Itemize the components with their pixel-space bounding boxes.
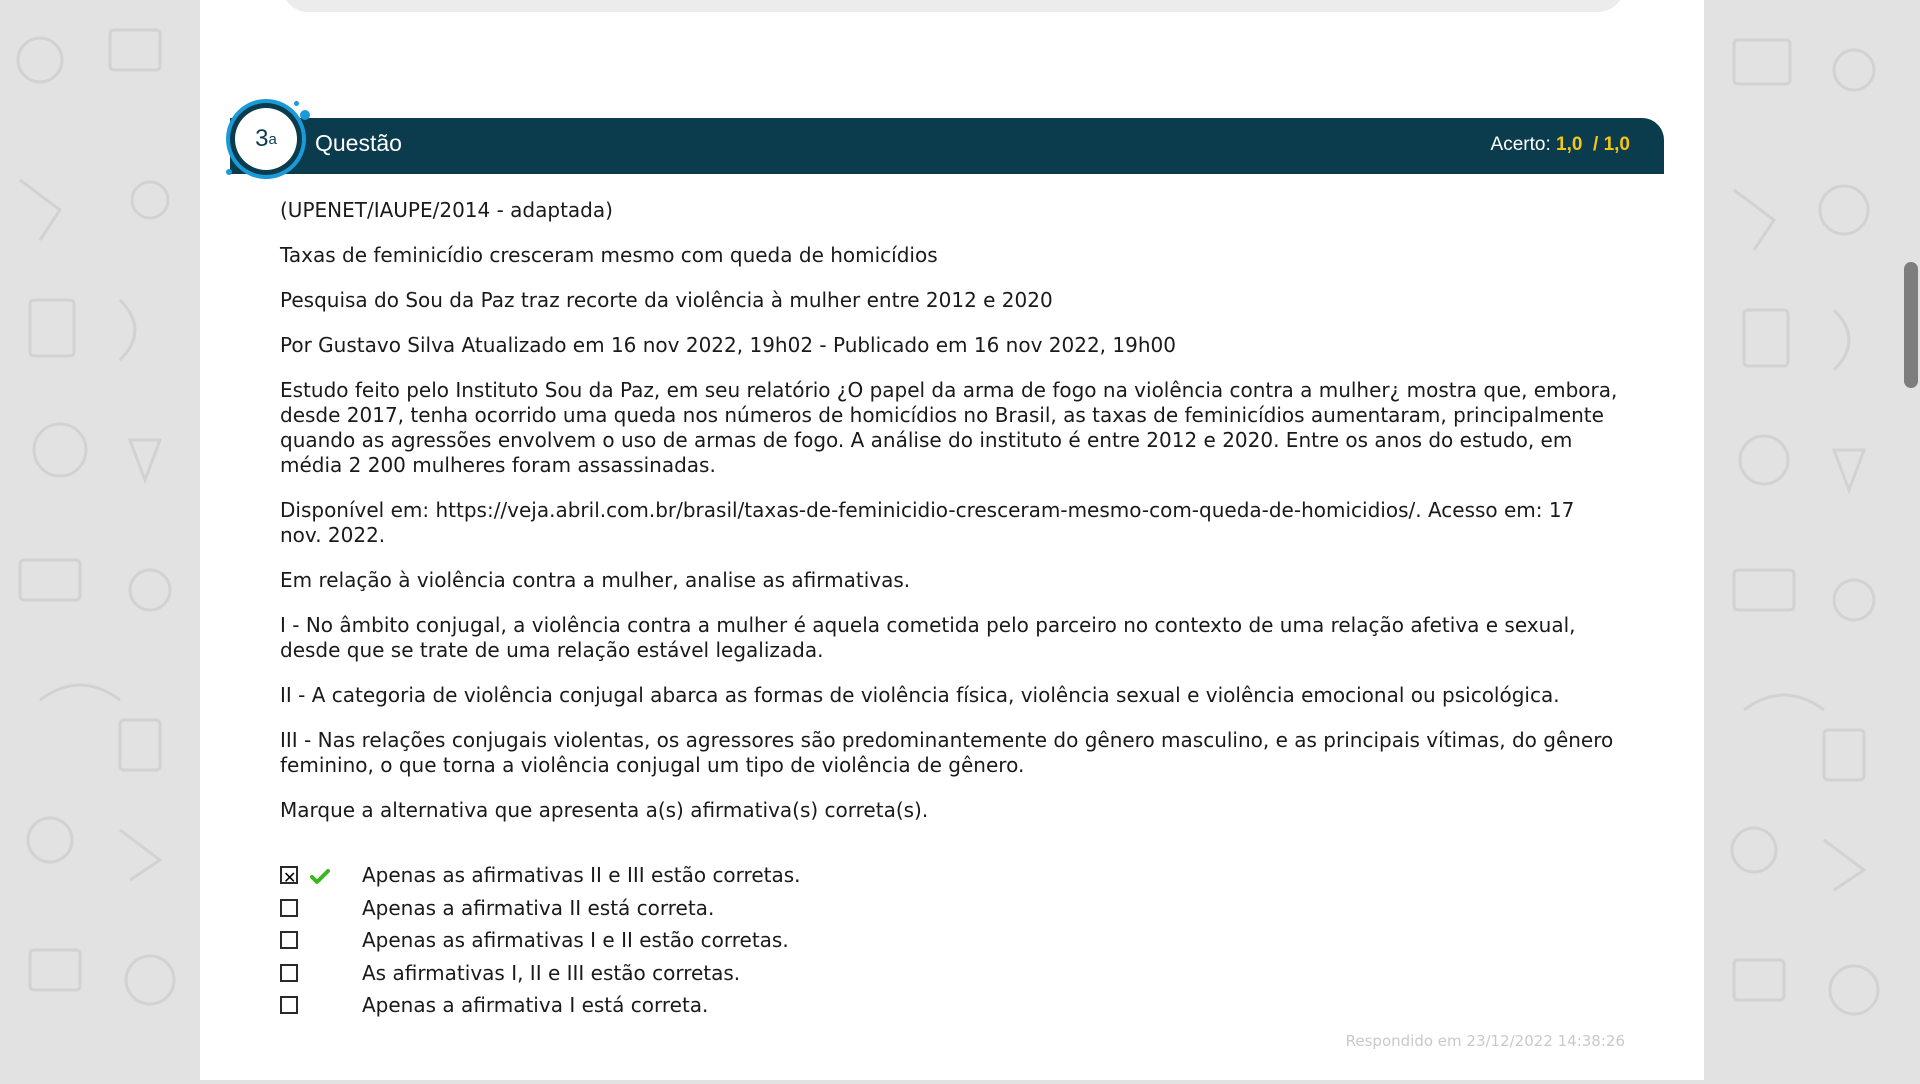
answer-option[interactable] xyxy=(280,960,1180,997)
statement-i: I - No âmbito conjugal, a violência contra a mulher é aquela cometida pelo parceiro no contexto de uma relação afetiva e sexual, desde que se trate de uma relação estável legalizada. xyxy=(280,613,1576,662)
option-checkbox-checked[interactable] xyxy=(280,866,298,884)
background-pattern-left xyxy=(0,0,200,1080)
question-instruction: Marque a alternativa que apresenta a(s) afirmativa(s) correta(s). xyxy=(280,798,929,822)
answered-timestamp: Respondido em 23/12/2022 14:38:26 xyxy=(1345,1032,1625,1050)
statement-iii: III - Nas relações conjugais violentas, os agressores são predominantemente do gênero masculino, e as principais vítimas, do gênero feminino, o que torna a violência conjugal um tipo de violência de gênero. xyxy=(280,728,1614,777)
article-subheadline: Pesquisa do Sou da Paz traz recorte da violência à mulher entre 2012 e 2020 xyxy=(280,288,1053,312)
option-label: Apenas a afirmativa I está correta. xyxy=(362,993,709,1017)
article-byline: Por Gustavo Silva Atualizado em 16 nov 2022, 19h02 - Publicado em 16 nov 2022, 19h00 xyxy=(280,333,1176,357)
question-source: (UPENET/IAUPE/2014 - adaptada) xyxy=(280,198,613,222)
score-max: 1,0 xyxy=(1603,134,1630,155)
option-label: Apenas as afirmativas I e II estão corretas. xyxy=(362,928,789,952)
previous-question-card xyxy=(282,0,1624,12)
article-excerpt: Estudo feito pelo Instituto Sou da Paz, em seu relatório ¿O papel da arma de fogo na violência contra a mulher¿ mostra que, embora, desde 2017, tenha ocorrido uma queda nos números de homicídios no Brasil, as taxas de feminicídios aumentaram, principalmente quando as agressões envolvem o uso de armas de fogo. A análise do instituto é entre 2012 e 2020. Entre os anos do estudo, em média 2 200 mulheres foram assassinadas. xyxy=(280,378,1618,477)
option-label: Apenas a afirmativa II está correta. xyxy=(362,895,715,920)
score-display xyxy=(1491,134,1630,156)
option-checkbox[interactable] xyxy=(280,931,298,949)
answer-options xyxy=(280,863,1180,1029)
article-reference: Disponível em: https://veja.abril.com.br/brasil/taxas-de-feminicidio-cresceram-mesmo-com-queda-de-homicidios/. Acesso em: 17 nov. 2022. xyxy=(280,498,1575,547)
question-header-bar xyxy=(230,118,1664,174)
option-checkbox[interactable] xyxy=(280,964,298,982)
answer-option[interactable] xyxy=(280,863,1180,899)
question-body xyxy=(280,198,1620,843)
question-number-badge xyxy=(226,99,310,183)
scrollbar-thumb[interactable] xyxy=(1904,262,1918,388)
question-prompt: Em relação à violência contra a mulher, analise as afirmativas. xyxy=(280,568,911,592)
score-separator: / xyxy=(1593,134,1599,155)
article-headline: Taxas de feminicídio cresceram mesmo com queda de homicídios xyxy=(280,243,938,267)
question-number-suffix: a xyxy=(268,130,277,148)
option-checkbox[interactable] xyxy=(280,996,298,1014)
answer-option[interactable] xyxy=(280,993,1180,1029)
score-label: Acerto: xyxy=(1490,134,1551,155)
answer-option[interactable] xyxy=(280,895,1180,932)
option-label: Apenas as afirmativas II e III estão corretas. xyxy=(362,863,801,887)
option-checkbox[interactable] xyxy=(280,899,298,917)
score-value: 1,0 xyxy=(1556,134,1583,155)
option-label: As afirmativas I, II e III estão corretas. xyxy=(362,960,741,985)
page-scrollbar[interactable] xyxy=(1904,0,1920,1080)
question-page xyxy=(200,0,1704,1080)
correct-check-icon xyxy=(310,867,330,892)
answer-option[interactable] xyxy=(280,928,1180,964)
statement-ii: II - A categoria de violência conjugal abarca as formas de violência física, violência sexual e violência emocional ou psicológica. xyxy=(280,683,1560,707)
question-title: Questão xyxy=(315,130,402,156)
question-number: 3 xyxy=(255,125,269,152)
background-pattern-right xyxy=(1704,0,1920,1080)
